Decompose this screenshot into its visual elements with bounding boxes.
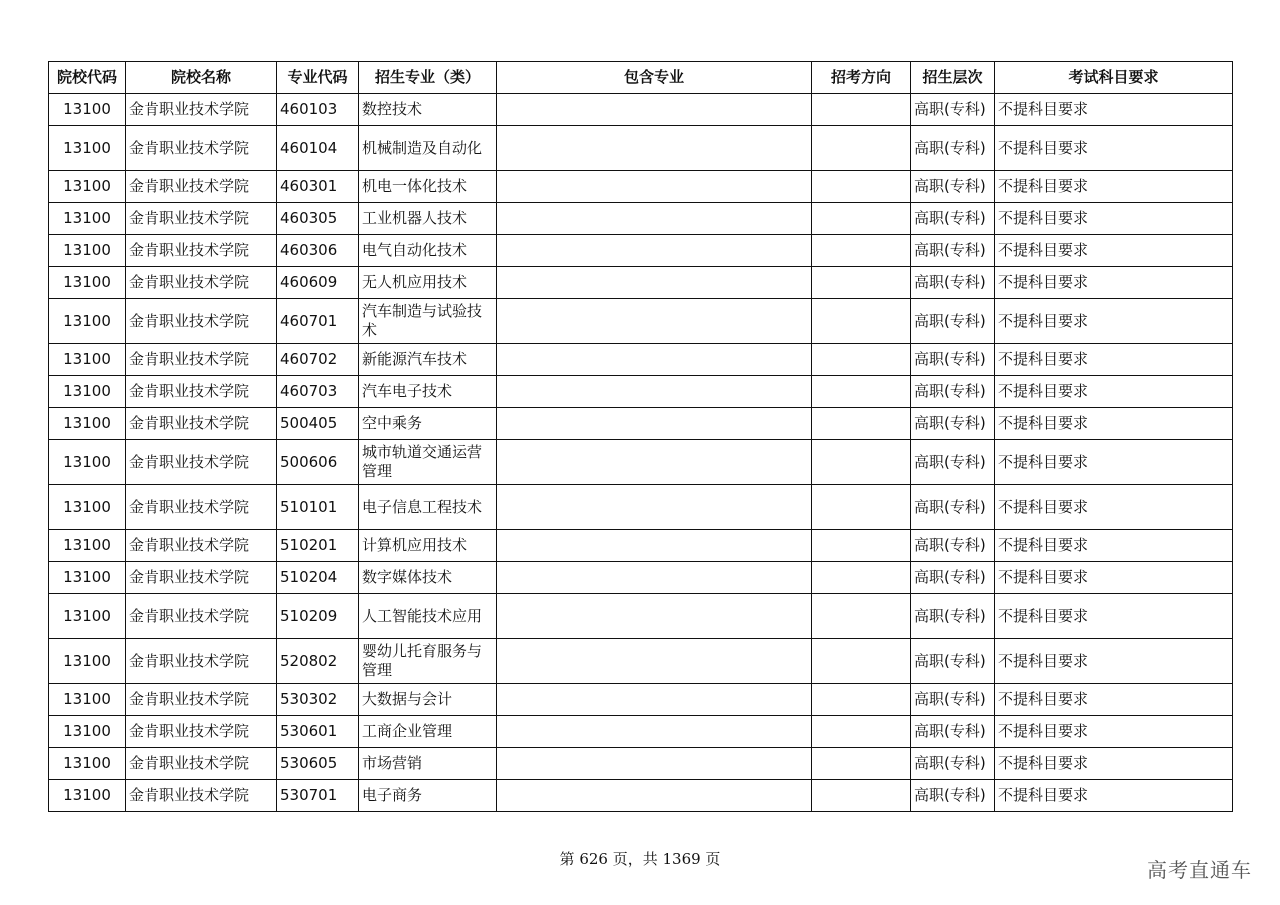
subject-requirement-cell: 不提科目要求 xyxy=(995,594,1233,639)
subject-requirement-cell: 不提科目要求 xyxy=(995,376,1233,408)
table-row xyxy=(49,530,1233,562)
major-code-cell: 460305 xyxy=(277,203,359,235)
school-name-cell: 金肯职业技术学院 xyxy=(126,408,277,440)
included-majors-cell xyxy=(497,594,812,639)
school-code-cell: 13100 xyxy=(49,299,126,344)
level-cell: 高职(专科) xyxy=(911,299,995,344)
major-name-cell: 婴幼儿托育服务与管理 xyxy=(359,639,497,684)
direction-cell xyxy=(812,94,911,126)
watermark: 高考直通车 xyxy=(1147,858,1252,882)
table-row xyxy=(49,235,1233,267)
subject-requirement-cell: 不提科目要求 xyxy=(995,684,1233,716)
column-header: 院校名称 xyxy=(126,62,277,94)
level-cell: 高职(专科) xyxy=(911,530,995,562)
table-row xyxy=(49,780,1233,812)
school-code-cell: 13100 xyxy=(49,203,126,235)
major-code-cell: 500405 xyxy=(277,408,359,440)
major-code-cell: 500606 xyxy=(277,440,359,485)
school-name-cell: 金肯职业技术学院 xyxy=(126,684,277,716)
direction-cell xyxy=(812,530,911,562)
included-majors-cell xyxy=(497,299,812,344)
direction-cell xyxy=(812,235,911,267)
school-name-cell: 金肯职业技术学院 xyxy=(126,171,277,203)
school-name-cell: 金肯职业技术学院 xyxy=(126,639,277,684)
major-code-cell: 510201 xyxy=(277,530,359,562)
subject-requirement-cell: 不提科目要求 xyxy=(995,267,1233,299)
major-name-cell: 汽车制造与试验技术 xyxy=(359,299,497,344)
table-row xyxy=(49,344,1233,376)
table-row xyxy=(49,594,1233,639)
included-majors-cell xyxy=(497,440,812,485)
subject-requirement-cell: 不提科目要求 xyxy=(995,126,1233,171)
major-code-cell: 510209 xyxy=(277,594,359,639)
level-cell: 高职(专科) xyxy=(911,267,995,299)
major-name-cell: 新能源汽车技术 xyxy=(359,344,497,376)
major-code-cell: 530601 xyxy=(277,716,359,748)
school-code-cell: 13100 xyxy=(49,485,126,530)
school-code-cell: 13100 xyxy=(49,94,126,126)
major-name-cell: 机械制造及自动化 xyxy=(359,126,497,171)
subject-requirement-cell: 不提科目要求 xyxy=(995,748,1233,780)
subject-requirement-cell: 不提科目要求 xyxy=(995,171,1233,203)
included-majors-cell xyxy=(497,376,812,408)
included-majors-cell xyxy=(497,94,812,126)
school-code-cell: 13100 xyxy=(49,408,126,440)
major-code-cell: 460306 xyxy=(277,235,359,267)
table-row xyxy=(49,376,1233,408)
direction-cell xyxy=(812,267,911,299)
column-header: 招生专业（类） xyxy=(359,62,497,94)
school-code-cell: 13100 xyxy=(49,440,126,485)
major-code-cell: 520802 xyxy=(277,639,359,684)
major-name-cell: 机电一体化技术 xyxy=(359,171,497,203)
table-row xyxy=(49,440,1233,485)
table-row xyxy=(49,716,1233,748)
level-cell: 高职(专科) xyxy=(911,639,995,684)
included-majors-cell xyxy=(497,344,812,376)
major-code-cell: 460301 xyxy=(277,171,359,203)
column-header: 招生层次 xyxy=(911,62,995,94)
level-cell: 高职(专科) xyxy=(911,126,995,171)
included-majors-cell xyxy=(497,126,812,171)
included-majors-cell xyxy=(497,171,812,203)
major-name-cell: 工业机器人技术 xyxy=(359,203,497,235)
table-header-row xyxy=(49,62,1233,94)
table-row xyxy=(49,267,1233,299)
level-cell: 高职(专科) xyxy=(911,684,995,716)
major-name-cell: 市场营销 xyxy=(359,748,497,780)
direction-cell xyxy=(812,408,911,440)
school-name-cell: 金肯职业技术学院 xyxy=(126,594,277,639)
included-majors-cell xyxy=(497,562,812,594)
major-name-cell: 数字媒体技术 xyxy=(359,562,497,594)
major-code-cell: 460103 xyxy=(277,94,359,126)
included-majors-cell xyxy=(497,684,812,716)
direction-cell xyxy=(812,440,911,485)
direction-cell xyxy=(812,344,911,376)
subject-requirement-cell: 不提科目要求 xyxy=(995,530,1233,562)
major-code-cell: 530605 xyxy=(277,748,359,780)
direction-cell xyxy=(812,171,911,203)
included-majors-cell xyxy=(497,235,812,267)
subject-requirement-cell: 不提科目要求 xyxy=(995,440,1233,485)
table-row xyxy=(49,748,1233,780)
subject-requirement-cell: 不提科目要求 xyxy=(995,716,1233,748)
included-majors-cell xyxy=(497,639,812,684)
admissions-table xyxy=(48,61,1233,812)
school-name-cell: 金肯职业技术学院 xyxy=(126,485,277,530)
table-row xyxy=(49,639,1233,684)
subject-requirement-cell: 不提科目要求 xyxy=(995,94,1233,126)
school-code-cell: 13100 xyxy=(49,267,126,299)
major-code-cell: 510101 xyxy=(277,485,359,530)
included-majors-cell xyxy=(497,203,812,235)
major-code-cell: 460701 xyxy=(277,299,359,344)
school-code-cell: 13100 xyxy=(49,126,126,171)
school-name-cell: 金肯职业技术学院 xyxy=(126,299,277,344)
school-name-cell: 金肯职业技术学院 xyxy=(126,94,277,126)
school-name-cell: 金肯职业技术学院 xyxy=(126,530,277,562)
subject-requirement-cell: 不提科目要求 xyxy=(995,780,1233,812)
major-name-cell: 电子信息工程技术 xyxy=(359,485,497,530)
table-row xyxy=(49,562,1233,594)
major-code-cell: 510204 xyxy=(277,562,359,594)
level-cell: 高职(专科) xyxy=(911,408,995,440)
school-name-cell: 金肯职业技术学院 xyxy=(126,344,277,376)
school-name-cell: 金肯职业技术学院 xyxy=(126,440,277,485)
direction-cell xyxy=(812,299,911,344)
table-row xyxy=(49,299,1233,344)
school-name-cell: 金肯职业技术学院 xyxy=(126,126,277,171)
table-row xyxy=(49,94,1233,126)
level-cell: 高职(专科) xyxy=(911,203,995,235)
school-code-cell: 13100 xyxy=(49,748,126,780)
level-cell: 高职(专科) xyxy=(911,780,995,812)
subject-requirement-cell: 不提科目要求 xyxy=(995,235,1233,267)
major-name-cell: 大数据与会计 xyxy=(359,684,497,716)
direction-cell xyxy=(812,562,911,594)
table-row xyxy=(49,171,1233,203)
table-row xyxy=(49,126,1233,171)
major-name-cell: 汽车电子技术 xyxy=(359,376,497,408)
major-name-cell: 电子商务 xyxy=(359,780,497,812)
school-code-cell: 13100 xyxy=(49,639,126,684)
table-row xyxy=(49,485,1233,530)
included-majors-cell xyxy=(497,748,812,780)
direction-cell xyxy=(812,639,911,684)
school-code-cell: 13100 xyxy=(49,684,126,716)
subject-requirement-cell: 不提科目要求 xyxy=(995,562,1233,594)
direction-cell xyxy=(812,594,911,639)
subject-requirement-cell: 不提科目要求 xyxy=(995,299,1233,344)
direction-cell xyxy=(812,126,911,171)
major-name-cell: 数控技术 xyxy=(359,94,497,126)
level-cell: 高职(专科) xyxy=(911,94,995,126)
column-header: 考试科目要求 xyxy=(995,62,1233,94)
table-row xyxy=(49,408,1233,440)
major-name-cell: 无人机应用技术 xyxy=(359,267,497,299)
school-code-cell: 13100 xyxy=(49,235,126,267)
level-cell: 高职(专科) xyxy=(911,748,995,780)
level-cell: 高职(专科) xyxy=(911,562,995,594)
major-name-cell: 空中乘务 xyxy=(359,408,497,440)
school-name-cell: 金肯职业技术学院 xyxy=(126,376,277,408)
direction-cell xyxy=(812,376,911,408)
major-code-cell: 460609 xyxy=(277,267,359,299)
school-name-cell: 金肯职业技术学院 xyxy=(126,780,277,812)
column-header: 专业代码 xyxy=(277,62,359,94)
level-cell: 高职(专科) xyxy=(911,440,995,485)
level-cell: 高职(专科) xyxy=(911,344,995,376)
level-cell: 高职(专科) xyxy=(911,594,995,639)
level-cell: 高职(专科) xyxy=(911,376,995,408)
major-code-cell: 460104 xyxy=(277,126,359,171)
subject-requirement-cell: 不提科目要求 xyxy=(995,408,1233,440)
major-name-cell: 工商企业管理 xyxy=(359,716,497,748)
direction-cell xyxy=(812,748,911,780)
direction-cell xyxy=(812,485,911,530)
level-cell: 高职(专科) xyxy=(911,235,995,267)
major-code-cell: 460702 xyxy=(277,344,359,376)
major-name-cell: 电气自动化技术 xyxy=(359,235,497,267)
included-majors-cell xyxy=(497,408,812,440)
major-name-cell: 人工智能技术应用 xyxy=(359,594,497,639)
table-row xyxy=(49,684,1233,716)
major-name-cell: 计算机应用技术 xyxy=(359,530,497,562)
major-code-cell: 530701 xyxy=(277,780,359,812)
direction-cell xyxy=(812,716,911,748)
school-name-cell: 金肯职业技术学院 xyxy=(126,235,277,267)
level-cell: 高职(专科) xyxy=(911,485,995,530)
subject-requirement-cell: 不提科目要求 xyxy=(995,485,1233,530)
major-code-cell: 530302 xyxy=(277,684,359,716)
major-code-cell: 460703 xyxy=(277,376,359,408)
included-majors-cell xyxy=(497,267,812,299)
column-header: 院校代码 xyxy=(49,62,126,94)
table-body xyxy=(49,94,1233,812)
school-code-cell: 13100 xyxy=(49,780,126,812)
school-code-cell: 13100 xyxy=(49,562,126,594)
school-code-cell: 13100 xyxy=(49,376,126,408)
school-name-cell: 金肯职业技术学院 xyxy=(126,267,277,299)
school-code-cell: 13100 xyxy=(49,594,126,639)
major-name-cell: 城市轨道交通运营管理 xyxy=(359,440,497,485)
subject-requirement-cell: 不提科目要求 xyxy=(995,203,1233,235)
column-header: 招考方向 xyxy=(812,62,911,94)
page-number: 第 626 页，共 1369 页 xyxy=(559,850,721,868)
school-name-cell: 金肯职业技术学院 xyxy=(126,748,277,780)
school-code-cell: 13100 xyxy=(49,530,126,562)
table-row xyxy=(49,203,1233,235)
direction-cell xyxy=(812,203,911,235)
subject-requirement-cell: 不提科目要求 xyxy=(995,344,1233,376)
school-name-cell: 金肯职业技术学院 xyxy=(126,716,277,748)
subject-requirement-cell: 不提科目要求 xyxy=(995,639,1233,684)
included-majors-cell xyxy=(497,485,812,530)
direction-cell xyxy=(812,780,911,812)
included-majors-cell xyxy=(497,530,812,562)
direction-cell xyxy=(812,684,911,716)
included-majors-cell xyxy=(497,716,812,748)
school-code-cell: 13100 xyxy=(49,344,126,376)
level-cell: 高职(专科) xyxy=(911,171,995,203)
level-cell: 高职(专科) xyxy=(911,716,995,748)
school-name-cell: 金肯职业技术学院 xyxy=(126,562,277,594)
school-name-cell: 金肯职业技术学院 xyxy=(126,203,277,235)
school-code-cell: 13100 xyxy=(49,716,126,748)
included-majors-cell xyxy=(497,780,812,812)
column-header: 包含专业 xyxy=(497,62,812,94)
school-code-cell: 13100 xyxy=(49,171,126,203)
